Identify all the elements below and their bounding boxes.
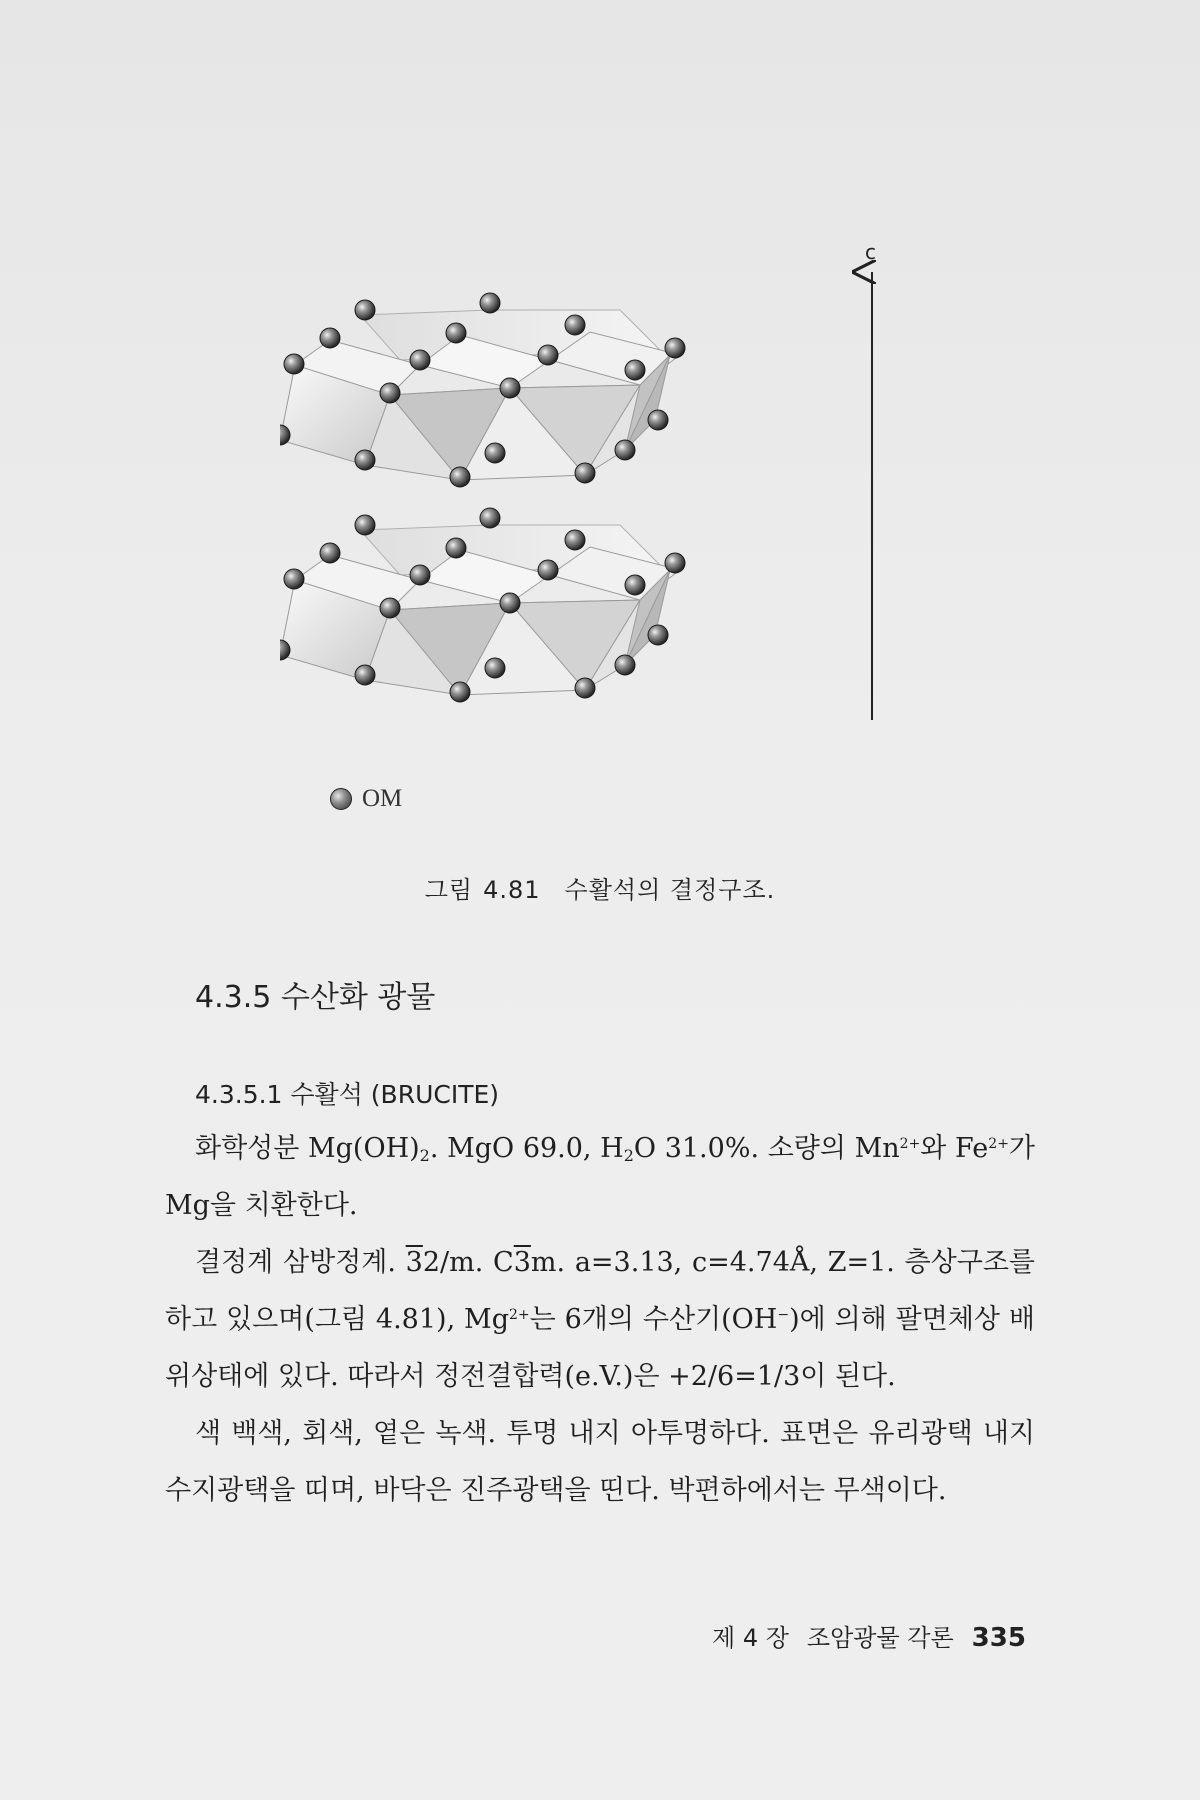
figure-caption [0, 870, 1200, 905]
brucite-structure-figure [280, 230, 930, 850]
om-atom [284, 569, 304, 589]
om-atom [410, 565, 430, 585]
om-atom [410, 350, 430, 370]
om-atom [355, 665, 375, 685]
om-atom [615, 655, 635, 675]
om-atom [485, 658, 505, 678]
om-atom [450, 467, 470, 487]
footer-title: 조암광물 각론 [806, 1624, 954, 1652]
om-atom [480, 508, 500, 528]
om-atom [648, 410, 668, 430]
om-atom [480, 293, 500, 313]
c-axis-label: c [865, 240, 876, 264]
page-footer [712, 1618, 1026, 1653]
caption-text: 수활석의 결정구조. [564, 876, 776, 904]
om-atom [575, 678, 595, 698]
om-atom [538, 560, 558, 580]
footer-chapter: 제 4 장 [712, 1624, 789, 1652]
om-atom [446, 538, 466, 558]
page-number: 335 [971, 1623, 1026, 1653]
om-atom [446, 323, 466, 343]
om-atom [355, 450, 375, 470]
om-atom [380, 383, 400, 403]
caption-prefix: 그림 [424, 876, 474, 904]
om-atom [665, 338, 685, 358]
om-atom [625, 575, 645, 595]
paragraph-crystal-system: 결정계 삼방정계. 32/m. C3m. a=3.13, c=4.74Å, Z=1. 층상구조를 하고 있으며(그림 4.81), $Mg^{2+}$는 6개의 수산기(OH−)에 의해 팔면체상 배위상태에 있다. 따라서 정전결합력(e.V.)은 +2/6=1/3이 된다. [165, 1247, 1035, 1392]
om-atom [355, 300, 375, 320]
legend-label: OM [362, 785, 403, 812]
om-atom [500, 593, 520, 613]
om-atom [665, 553, 685, 573]
paragraph-composition: 화학성분 $Mg(OH)_2$. MgO 69.0, $H_2O$ 31.0%. 소량의 $Mn^{2+}$와 $Fe^{2+}$가 Mg을 치환한다. [165, 1133, 1036, 1221]
paragraph-color: 색 백색, 회색, 옅은 녹색. 투명 내지 아투명하다. 표면은 유리광택 내지 수지광택을 띠며, 바닥은 진주광택을 띤다. 박편하에서는 무색이다. [165, 1418, 1035, 1506]
om-atom [450, 682, 470, 702]
subsection-heading: 4.3.5.1 수활석 (BRUCITE) [195, 1080, 500, 1109]
om-atom [565, 315, 585, 335]
om-atom [500, 378, 520, 398]
om-atom [485, 443, 505, 463]
body-text [165, 1120, 1035, 1519]
om-atom [538, 345, 558, 365]
om-atom-icon [330, 788, 352, 810]
om-atom [648, 625, 668, 645]
om-atom [284, 354, 304, 374]
figure-legend [330, 785, 402, 813]
om-atom [320, 328, 340, 348]
section-heading: 4.3.5 수산화 광물 [195, 980, 436, 1015]
om-atom [355, 515, 375, 535]
om-atom [615, 440, 635, 460]
om-atom [320, 543, 340, 563]
om-atom [565, 530, 585, 550]
om-atom [575, 463, 595, 483]
octahedral-layers [280, 310, 680, 695]
om-atom [380, 598, 400, 618]
caption-number: 4.81 [483, 876, 541, 904]
crystal-structure-diagram [280, 230, 930, 850]
om-atom [625, 360, 645, 380]
